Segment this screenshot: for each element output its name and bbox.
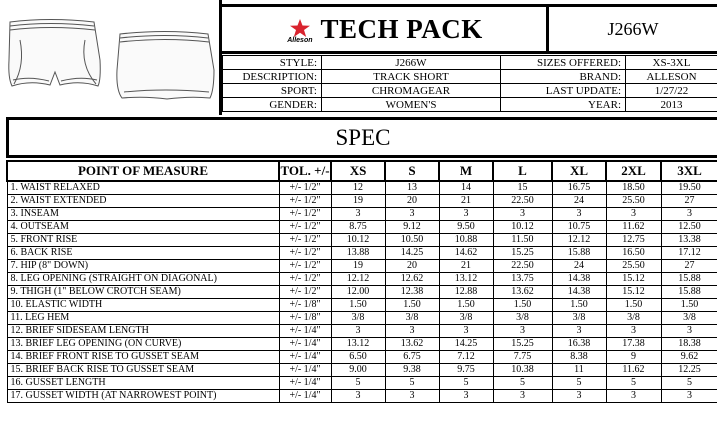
measure-tolerance: +/- 1/4" — [279, 390, 331, 403]
measure-value: 12.25 — [661, 364, 717, 377]
measure-tolerance: +/- 1/2" — [279, 286, 331, 299]
info-value: TRACK SHORT — [322, 70, 501, 84]
measure-value: 15.12 — [606, 286, 661, 299]
measure-value: 3 — [439, 390, 493, 403]
measure-value: 13.88 — [331, 247, 385, 260]
info-label: GENDER: — [223, 98, 322, 112]
measure-value: 13.62 — [493, 286, 552, 299]
measure-name: 10. ELASTIC WIDTH — [7, 299, 279, 312]
info-row — [223, 98, 717, 112]
table-row — [7, 351, 717, 364]
table-row — [7, 338, 717, 351]
measure-value: 3/8 — [331, 312, 385, 325]
measure-name: 7. HIP (8" DOWN) — [7, 260, 279, 273]
measure-value: 1.50 — [552, 299, 606, 312]
style-code-box: J266W — [546, 4, 717, 54]
measure-name: 13. BRIEF LEG OPENING (ON CURVE) — [7, 338, 279, 351]
measure-value: 24 — [552, 260, 606, 273]
measure-value: 14.38 — [552, 273, 606, 286]
measure-value: 9.12 — [385, 221, 439, 234]
measure-value: 11.62 — [606, 364, 661, 377]
measure-value: 3 — [661, 390, 717, 403]
measure-value: 9 — [606, 351, 661, 364]
table-row — [7, 260, 717, 273]
measure-tolerance: +/- 1/4" — [279, 338, 331, 351]
measure-name: 2. WAIST EXTENDED — [7, 195, 279, 208]
header-size: XL — [552, 161, 606, 181]
info-table — [222, 55, 717, 112]
info-row — [223, 84, 717, 98]
tech-pack-title-box — [222, 4, 548, 54]
table-row — [7, 247, 717, 260]
measure-value: 3 — [661, 325, 717, 338]
table-row — [7, 221, 717, 234]
measure-value: 9.62 — [661, 351, 717, 364]
header-size: XS — [331, 161, 385, 181]
measure-tolerance: +/- 1/2" — [279, 208, 331, 221]
measure-value: 3 — [493, 390, 552, 403]
measure-value: 3 — [385, 390, 439, 403]
measure-value: 5 — [552, 377, 606, 390]
info-value: J266W — [322, 56, 501, 70]
measure-value: 9.38 — [385, 364, 439, 377]
measure-value: 6.75 — [385, 351, 439, 364]
measure-value: 3/8 — [385, 312, 439, 325]
measure-value: 15.12 — [606, 273, 661, 286]
measure-tolerance: +/- 1/2" — [279, 195, 331, 208]
measure-value: 11 — [552, 364, 606, 377]
measure-tolerance: +/- 1/2" — [279, 221, 331, 234]
measure-value: 6.50 — [331, 351, 385, 364]
measure-tolerance: +/- 1/2" — [279, 273, 331, 286]
measure-value: 5 — [331, 377, 385, 390]
table-row — [7, 181, 717, 195]
measure-value: 12.88 — [439, 286, 493, 299]
measure-value: 22.50 — [493, 260, 552, 273]
measure-value: 1.50 — [493, 299, 552, 312]
measure-value: 16.75 — [552, 181, 606, 195]
measure-value: 1.50 — [606, 299, 661, 312]
measure-value: 5 — [661, 377, 717, 390]
measure-value: 12.12 — [552, 234, 606, 247]
measure-name: 6. BACK RISE — [7, 247, 279, 260]
measure-value: 13.12 — [439, 273, 493, 286]
measure-value: 3 — [385, 208, 439, 221]
table-row — [7, 364, 717, 377]
measure-value: 3 — [606, 208, 661, 221]
header-size: 2XL — [606, 161, 661, 181]
table-row — [7, 234, 717, 247]
measure-value: 10.12 — [493, 221, 552, 234]
measure-name: 9. THIGH (1" BELOW CROTCH SEAM) — [7, 286, 279, 299]
measure-value: 18.50 — [606, 181, 661, 195]
measure-value: 3 — [606, 325, 661, 338]
measure-value: 25.50 — [606, 195, 661, 208]
table-row — [7, 325, 717, 338]
measure-value: 5 — [439, 377, 493, 390]
measure-value: 15 — [493, 181, 552, 195]
measure-value: 3/8 — [493, 312, 552, 325]
measure-value: 3 — [439, 325, 493, 338]
measure-value: 5 — [493, 377, 552, 390]
info-row — [223, 56, 717, 70]
measure-value: 13.38 — [661, 234, 717, 247]
table-row — [7, 273, 717, 286]
measure-value: 20 — [385, 260, 439, 273]
measure-value: 1.50 — [439, 299, 493, 312]
measure-value: 3 — [493, 208, 552, 221]
info-value: 2013 — [626, 98, 717, 112]
measure-value: 21 — [439, 260, 493, 273]
header-size: 3XL — [661, 161, 717, 181]
measure-value: 27 — [661, 195, 717, 208]
spec-table — [6, 160, 717, 403]
measure-name: 12. BRIEF SIDESEAM LENGTH — [7, 325, 279, 338]
info-value: ALLESON — [626, 70, 717, 84]
measure-tolerance: +/- 1/4" — [279, 364, 331, 377]
measure-value: 15.25 — [493, 247, 552, 260]
measure-value: 9.00 — [331, 364, 385, 377]
measure-name: 15. BRIEF BACK RISE TO GUSSET SEAM — [7, 364, 279, 377]
measure-tolerance: +/- 1/4" — [279, 351, 331, 364]
measure-name: 16. GUSSET LENGTH — [7, 377, 279, 390]
measure-name: 11. LEG HEM — [7, 312, 279, 325]
info-label: DESCRIPTION: — [223, 70, 322, 84]
measure-tolerance: +/- 1/8" — [279, 312, 331, 325]
alleson-logo — [287, 19, 312, 44]
measure-value: 10.88 — [439, 234, 493, 247]
measure-value: 11.50 — [493, 234, 552, 247]
measure-value: 3 — [552, 390, 606, 403]
measure-value: 3/8 — [661, 312, 717, 325]
measure-value: 18.38 — [661, 338, 717, 351]
measure-value: 3 — [331, 390, 385, 403]
measure-value: 17.12 — [661, 247, 717, 260]
measure-value: 12.00 — [331, 286, 385, 299]
info-label: STYLE: — [223, 56, 322, 70]
measure-value: 13 — [385, 181, 439, 195]
measure-value: 11.62 — [606, 221, 661, 234]
measure-value: 15.88 — [661, 273, 717, 286]
measure-value: 21 — [439, 195, 493, 208]
measure-value: 15.88 — [552, 247, 606, 260]
measure-value: 24 — [552, 195, 606, 208]
measure-value: 14.25 — [385, 247, 439, 260]
measure-value: 14 — [439, 181, 493, 195]
measure-value: 22.50 — [493, 195, 552, 208]
measure-tolerance: +/- 1/2" — [279, 234, 331, 247]
measure-value: 13.12 — [331, 338, 385, 351]
measure-name: 5. FRONT RISE — [7, 234, 279, 247]
spec-title: SPEC — [6, 117, 717, 158]
measure-value: 3 — [439, 208, 493, 221]
measure-value: 3 — [385, 325, 439, 338]
info-value: CHROMAGEAR — [322, 84, 501, 98]
info-value: WOMEN'S — [322, 98, 501, 112]
measure-value: 9.50 — [439, 221, 493, 234]
measure-value: 3 — [493, 325, 552, 338]
measure-value: 12 — [331, 181, 385, 195]
garment-sketch — [0, 0, 222, 115]
measure-value: 8.38 — [552, 351, 606, 364]
measure-tolerance: +/- 1/2" — [279, 247, 331, 260]
table-row — [7, 377, 717, 390]
star-logo-icon — [290, 19, 310, 37]
measure-value: 12.12 — [331, 273, 385, 286]
measure-value: 3 — [552, 208, 606, 221]
table-row — [7, 299, 717, 312]
header-point-of-measure: POINT OF MEASURE — [7, 161, 279, 181]
measure-value: 3 — [331, 208, 385, 221]
measure-value: 12.38 — [385, 286, 439, 299]
measure-value: 16.38 — [552, 338, 606, 351]
measure-value: 3 — [661, 208, 717, 221]
measure-name: 8. LEG OPENING (STRAIGHT ON DIAGONAL) — [7, 273, 279, 286]
info-label: YEAR: — [501, 98, 626, 112]
measure-value: 7.75 — [493, 351, 552, 364]
info-value: XS-3XL — [626, 56, 717, 70]
measure-value: 15.25 — [493, 338, 552, 351]
measure-value: 19 — [331, 195, 385, 208]
measure-value: 13.62 — [385, 338, 439, 351]
measure-tolerance: +/- 1/2" — [279, 181, 331, 195]
measure-tolerance: +/- 1/4" — [279, 377, 331, 390]
info-label: LAST UPDATE: — [501, 84, 626, 98]
table-row — [7, 312, 717, 325]
info-label: BRAND: — [501, 70, 626, 84]
measure-value: 7.12 — [439, 351, 493, 364]
measure-value: 14.38 — [552, 286, 606, 299]
header-size: S — [385, 161, 439, 181]
page-title: TECH PACK — [320, 13, 483, 44]
measure-value: 12.75 — [606, 234, 661, 247]
info-value: 1/27/22 — [626, 84, 717, 98]
measure-value: 3 — [552, 325, 606, 338]
measure-value: 3 — [331, 325, 385, 338]
measure-tolerance: +/- 1/4" — [279, 325, 331, 338]
measure-value: 3/8 — [552, 312, 606, 325]
measure-value: 3/8 — [439, 312, 493, 325]
measure-value: 1.50 — [661, 299, 717, 312]
measure-name: 3. INSEAM — [7, 208, 279, 221]
measure-value: 9.75 — [439, 364, 493, 377]
measure-value: 5 — [385, 377, 439, 390]
measure-name: 17. GUSSET WIDTH (AT NARROWEST POINT) — [7, 390, 279, 403]
measure-name: 4. OUTSEAM — [7, 221, 279, 234]
measure-value: 1.50 — [385, 299, 439, 312]
measure-value: 3 — [606, 390, 661, 403]
measure-value: 25.50 — [606, 260, 661, 273]
header-tolerance: TOL. +/- — [279, 161, 331, 181]
measure-value: 15.88 — [661, 286, 717, 299]
measure-value: 1.50 — [331, 299, 385, 312]
table-row — [7, 208, 717, 221]
measure-tolerance: +/- 1/2" — [279, 260, 331, 273]
measure-value: 19 — [331, 260, 385, 273]
measure-value: 16.50 — [606, 247, 661, 260]
measure-value: 10.38 — [493, 364, 552, 377]
logo-wordmark: Alleson — [287, 36, 313, 44]
info-label: SPORT: — [223, 84, 322, 98]
measure-name: 1. WAIST RELAXED — [7, 181, 279, 195]
measure-value: 10.75 — [552, 221, 606, 234]
measure-value: 5 — [606, 377, 661, 390]
measure-name: 14. BRIEF FRONT RISE TO GUSSET SEAM — [7, 351, 279, 364]
table-row — [7, 286, 717, 299]
measure-value: 10.50 — [385, 234, 439, 247]
measure-value: 20 — [385, 195, 439, 208]
measure-value: 27 — [661, 260, 717, 273]
measure-value: 12.50 — [661, 221, 717, 234]
info-row — [223, 70, 717, 84]
track-short-sketch-icon — [0, 0, 219, 115]
measure-value: 17.38 — [606, 338, 661, 351]
measure-value: 8.75 — [331, 221, 385, 234]
measure-value: 14.62 — [439, 247, 493, 260]
measure-tolerance: +/- 1/8" — [279, 299, 331, 312]
measure-value: 3/8 — [606, 312, 661, 325]
header-size: M — [439, 161, 493, 181]
measure-value: 12.62 — [385, 273, 439, 286]
measure-value: 10.12 — [331, 234, 385, 247]
header-size: L — [493, 161, 552, 181]
table-row — [7, 390, 717, 403]
info-label: SIZES OFFERED: — [501, 56, 626, 70]
table-row — [7, 195, 717, 208]
measure-value: 13.75 — [493, 273, 552, 286]
measure-value: 14.25 — [439, 338, 493, 351]
measure-value: 19.50 — [661, 181, 717, 195]
